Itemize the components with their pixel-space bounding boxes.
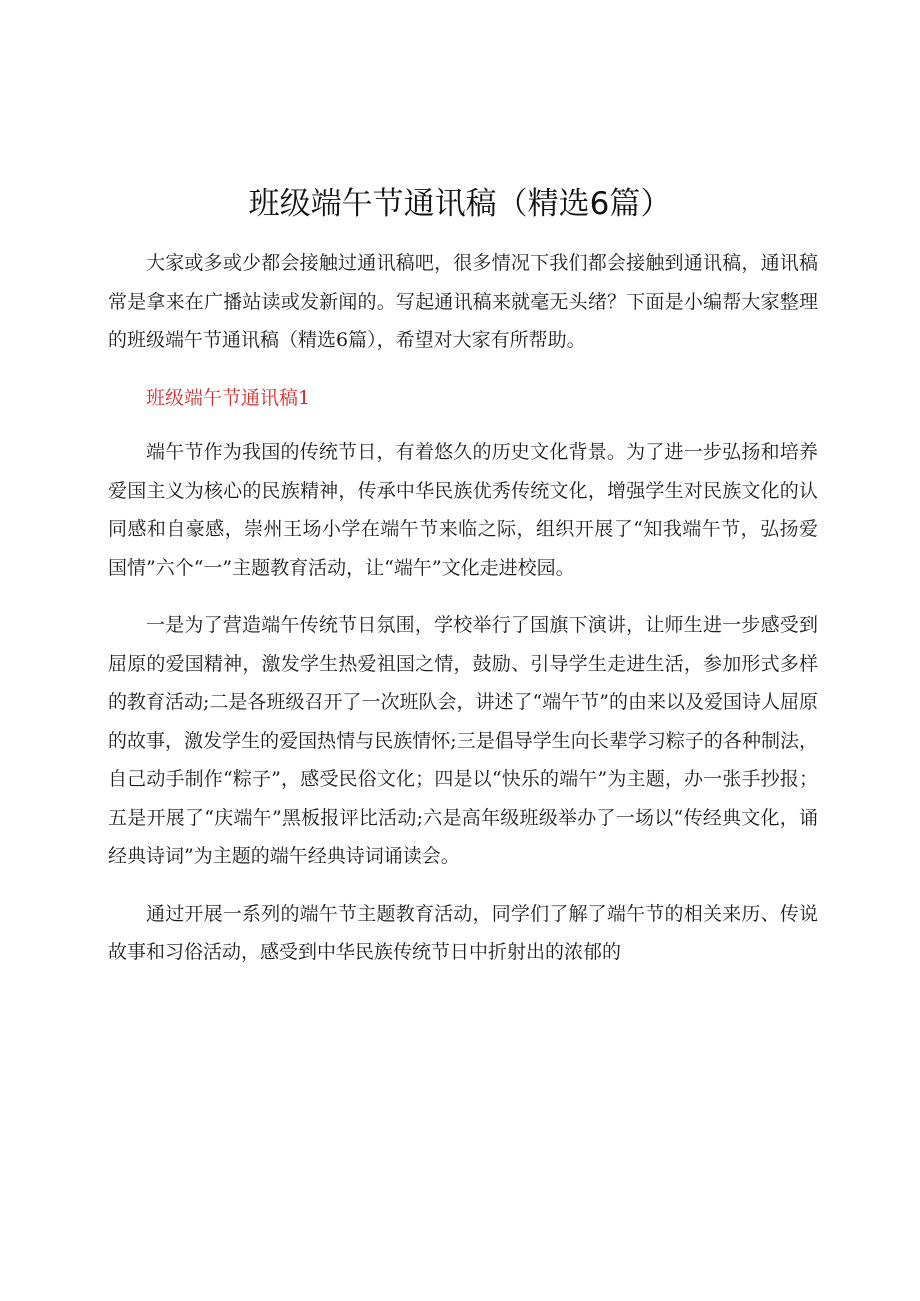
body-paragraph: 一是为了营造端午传统节日氛围，学校举行了国旗下演讲，让师生进一步感受到屈原的爱国精神，激发学生热爱祖国之情，鼓励、引导学生走进生活，参加形式多样的教育活动;二是各班级召开了一次班队会，讲述了“端午节”的由来以及爱国诗人屈原的故事，激发学生的爱国热情与民族情怀;三是倡导学生向长辈学习粽子的各种制法，自己动手制作“粽子”，感受民俗文化；四是以“快乐的端午”为主题，办一张手抄报；五是开展了“庆端午”黑板报评比活动;六是高年级班级举办了一场以“传经典文化，诵经典诗词”为主题的端午经典诗词诵读会。 bbox=[108, 614, 818, 867]
section-heading: 班级端午节通讯稿1 bbox=[146, 386, 311, 409]
intro-paragraph: 大家或多或少都会接触过通讯稿吧，很多情况下我们都会接触到通讯稿，通讯稿常是拿来在广播站读或发新闻的。写起通讯稿来就毫无头绪？下面是小编帮大家整理的班级端午节通讯稿（精选6篇），希望对大家有所帮助。 bbox=[108, 252, 818, 351]
body-paragraph: 通过开展一系列的端午节主题教育活动，同学们了解了端午节的相关来历、传说故事和习俗活动，感受到中华民族传统节日中折射出的浓郁的 bbox=[108, 902, 818, 963]
document-body bbox=[108, 244, 818, 991]
document-title: 班级端午节通讯稿（精选6篇） bbox=[248, 186, 672, 222]
body-paragraph: 端午节作为我国的传统节日，有着悠久的历史文化背景。为了进一步弘扬和培养爱国主义为核心的民族精神，传承中华民族优秀传统文化，增强学生对民族文化的认同感和自豪感，崇州王场小学在端午节来临之际，组织开展了“知我端午节，弘扬爱国情”六个“一”主题教育活动，让“端午”文化走进校园。 bbox=[108, 441, 818, 579]
